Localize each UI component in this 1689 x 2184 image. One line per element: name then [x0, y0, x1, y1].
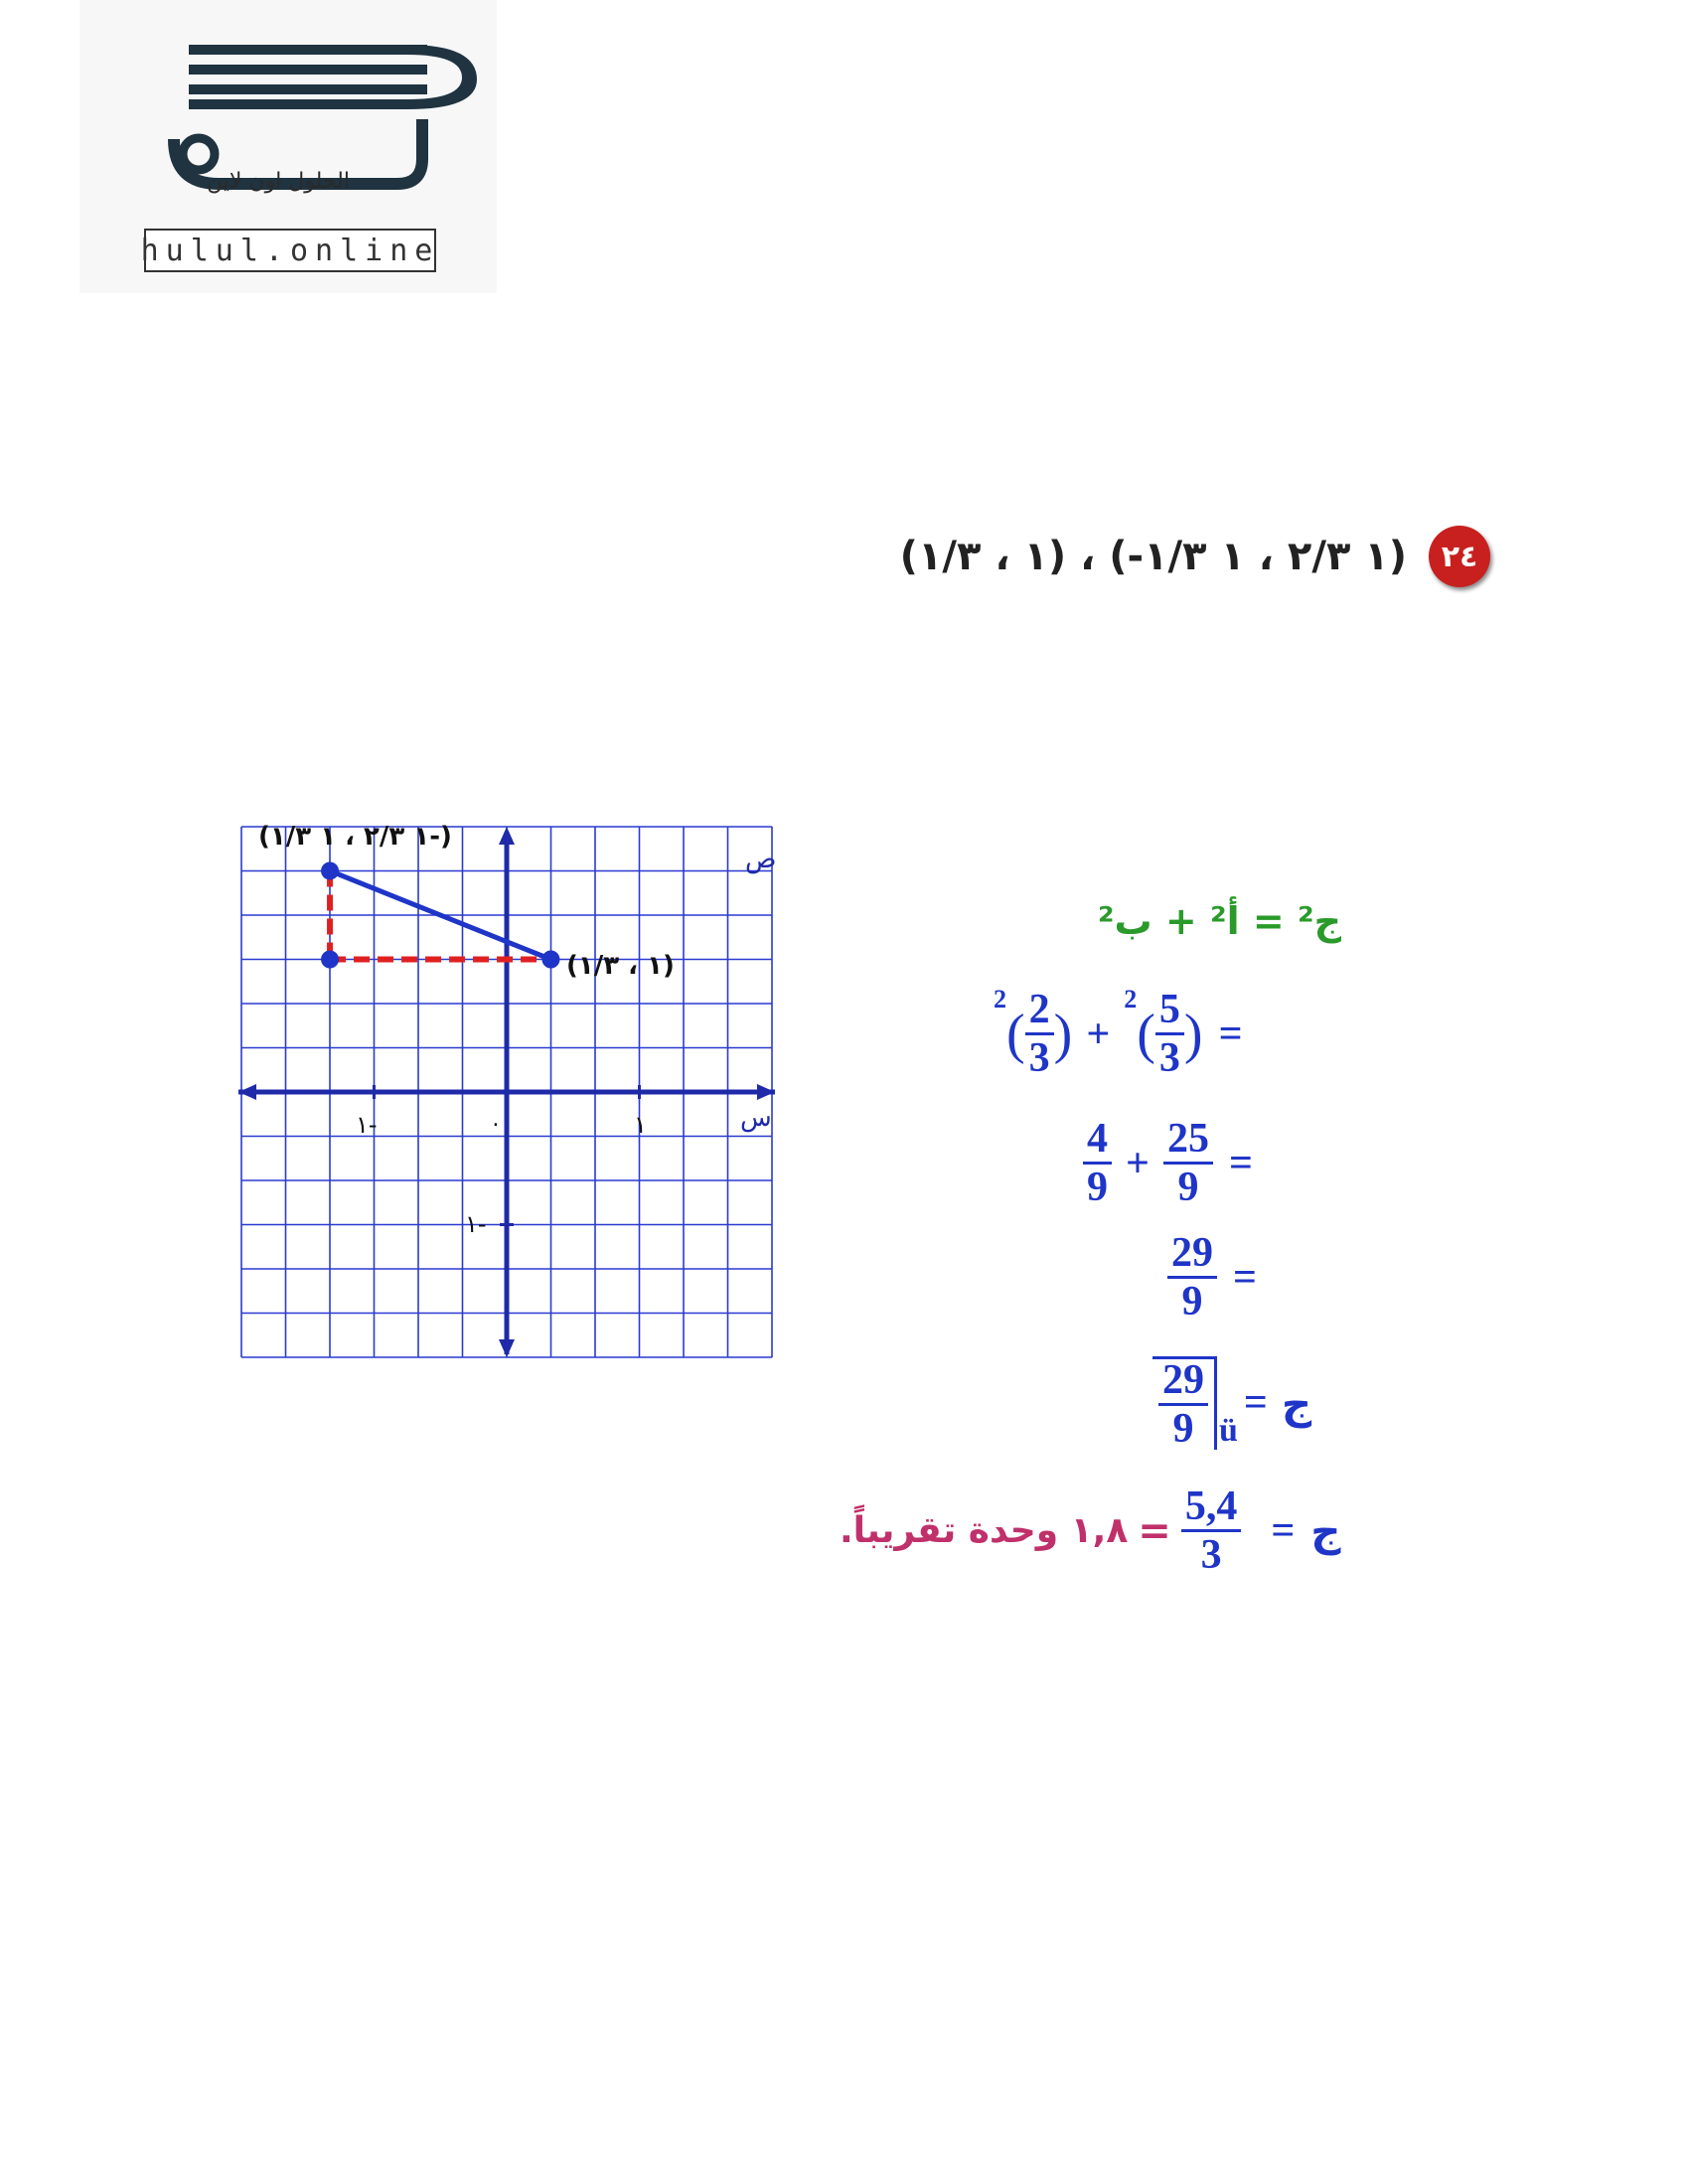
exp-a: 2	[1124, 985, 1138, 1014]
fraction: $\frac{29}{9}$	[1158, 1359, 1208, 1450]
fraction-b: $\frac{4}{9}$	[1083, 1118, 1112, 1208]
tick-x-pos: ١	[634, 1111, 647, 1139]
fraction: $\frac{29}{9}$	[1167, 1232, 1217, 1323]
x-axis-label: س	[740, 1103, 772, 1133]
problem-number-badge: ٢٤	[1429, 526, 1490, 587]
step-2	[1083, 1118, 1253, 1208]
step-4	[1152, 1356, 1311, 1450]
plus-sign: +	[1126, 1140, 1150, 1186]
problem-points: (١ ٢/٣ ، ١ ١/٣-) ، (١ ، ١/٣)	[899, 534, 1407, 579]
exp-b: 2	[994, 985, 1006, 1014]
fraction-b: $\frac{2}{3}$	[1025, 989, 1054, 1079]
variable: ج	[1281, 1378, 1312, 1428]
plus-sign: +	[1086, 1011, 1111, 1057]
point-a-label: (١ ٢/٣ ، ١ ١/٣-)	[258, 822, 452, 852]
result-text: ١,٨ وحدة تقريباً.	[840, 1510, 1129, 1551]
fraction: $\frac{5,4}{3}$	[1181, 1485, 1242, 1576]
step-3	[1167, 1232, 1257, 1323]
logo-tagline: الحلول اون لاين	[207, 169, 350, 194]
sqrt-box	[1152, 1356, 1217, 1450]
data-point	[321, 951, 339, 969]
equals-sign: =	[1271, 1507, 1296, 1554]
check-mark: ü	[1219, 1412, 1238, 1449]
fraction-a: $\frac{25}{9}$	[1163, 1118, 1213, 1208]
equals-sign: =	[1233, 1254, 1257, 1301]
tick-x-neg: ١-	[356, 1111, 378, 1139]
fraction-a: $\frac{5}{3}$	[1155, 989, 1184, 1079]
data-point	[541, 951, 559, 969]
coordinate-graph	[238, 810, 795, 1366]
y-axis-arrow-top	[499, 827, 515, 845]
data-point	[321, 861, 339, 879]
equals-sign: =	[1228, 1140, 1253, 1186]
point-b-label: (١ ، ١/٣)	[566, 951, 675, 981]
logo-url: hulul.online	[144, 229, 436, 272]
equals-sign: =	[1243, 1380, 1268, 1426]
axes	[238, 827, 775, 1357]
equals-sign-2: =	[1138, 1507, 1171, 1554]
y-axis-label: ص	[745, 845, 777, 874]
problem-header	[894, 522, 1490, 591]
tick-y-neg: ١-	[465, 1210, 487, 1238]
step-1: 2 ( $\frac{2}{3}$ ) + 2 ( $\frac{5}{3}$ ) =	[994, 985, 1243, 1081]
step-5	[840, 1485, 1341, 1576]
variable: ج	[1310, 1506, 1341, 1555]
equals-sign: =	[1218, 1011, 1243, 1057]
formula: ج² = أ² + ب²	[1097, 899, 1341, 943]
tick-origin: ٠	[490, 1112, 502, 1137]
y-axis-arrow-bottom	[499, 1339, 515, 1357]
